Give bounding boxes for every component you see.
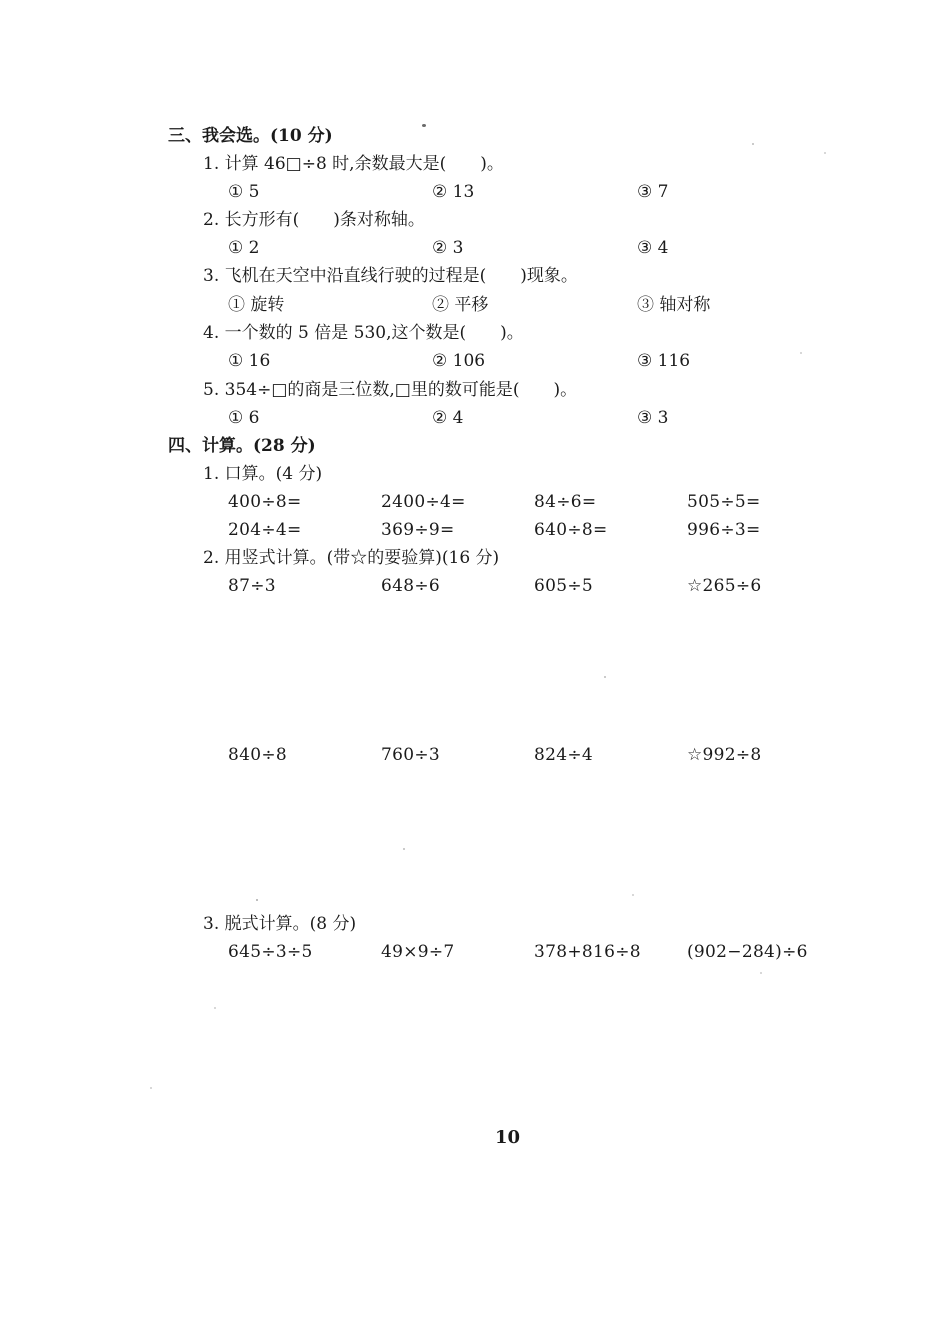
scan-speck	[760, 972, 762, 974]
scan-speck	[422, 124, 426, 127]
question-1-option-1: ① 5	[228, 182, 260, 202]
vertical-calc-item: 605÷5	[534, 576, 594, 596]
oral-calc-item: 640÷8=	[534, 520, 608, 540]
section4-title: 四、计算。(28 分)	[168, 436, 316, 456]
scan-speck	[150, 1087, 152, 1089]
question-4-text: 4. 一个数的 5 倍是 530,这个数是( )。	[203, 323, 524, 343]
question-2-option-1: ① 2	[228, 238, 260, 258]
scan-speck	[256, 899, 258, 901]
question-1-option-3: ③ 7	[637, 182, 669, 202]
question-4-option-1: ① 16	[228, 351, 271, 371]
question-5-option-1: ① 6	[228, 408, 260, 428]
vertical-calc-item: 87÷3	[228, 576, 276, 596]
question-2-option-3: ③ 4	[637, 238, 669, 258]
question-5-text: 5. 354÷□的商是三位数,□里的数可能是( )。	[203, 380, 578, 400]
question-1-option-2: ② 13	[432, 182, 475, 202]
question-2-option-2: ② 3	[432, 238, 464, 258]
step-calc-title: 3. 脱式计算。(8 分)	[203, 914, 357, 934]
scan-speck	[214, 1007, 216, 1009]
oral-calc-item: 84÷6=	[534, 492, 597, 512]
question-4-option-2: ② 106	[432, 351, 486, 371]
question-5-option-3: ③ 3	[637, 408, 669, 428]
oral-calc-title: 1. 口算。(4 分)	[203, 464, 323, 484]
question-3-text: 3. 飞机在天空中沿直线行驶的过程是( )现象。	[203, 266, 578, 286]
vertical-calc-item: 648÷6	[381, 576, 441, 596]
question-2-text: 2. 长方形有( )条对称轴。	[203, 210, 425, 230]
step-calc-item: 49×9÷7	[381, 942, 455, 962]
vertical-calc-item: 760÷3	[381, 745, 441, 765]
vertical-calc-item: ☆265÷6	[687, 576, 762, 596]
question-4-option-3: ③ 116	[637, 351, 691, 371]
oral-calc-item: 400÷8=	[228, 492, 302, 512]
oral-calc-item: 996÷3=	[687, 520, 761, 540]
question-1-text: 1. 计算 46□÷8 时,余数最大是( )。	[203, 154, 504, 174]
question-5-option-2: ② 4	[432, 408, 464, 428]
oral-calc-item: 369÷9=	[381, 520, 455, 540]
question-3-option-3: ③ 轴对称	[637, 295, 711, 315]
vertical-calc-item: 824÷4	[534, 745, 594, 765]
step-calc-item: (902−284)÷6	[687, 942, 808, 962]
scan-speck	[632, 894, 634, 896]
vertical-calc-title: 2. 用竖式计算。(带☆的要验算)(16 分)	[203, 548, 500, 568]
vertical-calc-item: 840÷8	[228, 745, 288, 765]
scan-speck	[800, 352, 802, 354]
scan-speck	[403, 848, 405, 850]
scan-speck	[752, 143, 754, 145]
question-3-option-1: ① 旋转	[228, 295, 285, 315]
question-3-option-2: ② 平移	[432, 295, 489, 315]
oral-calc-item: 505÷5=	[687, 492, 761, 512]
page-number: 10	[495, 1127, 521, 1148]
section3-title: 三、我会选。(10 分)	[168, 126, 333, 146]
vertical-calc-item: ☆992÷8	[687, 745, 762, 765]
oral-calc-item: 2400÷4=	[381, 492, 466, 512]
step-calc-item: 645÷3÷5	[228, 942, 313, 962]
scan-speck	[604, 676, 606, 678]
oral-calc-item: 204÷4=	[228, 520, 302, 540]
scan-speck	[824, 152, 826, 154]
step-calc-item: 378+816÷8	[534, 942, 641, 962]
